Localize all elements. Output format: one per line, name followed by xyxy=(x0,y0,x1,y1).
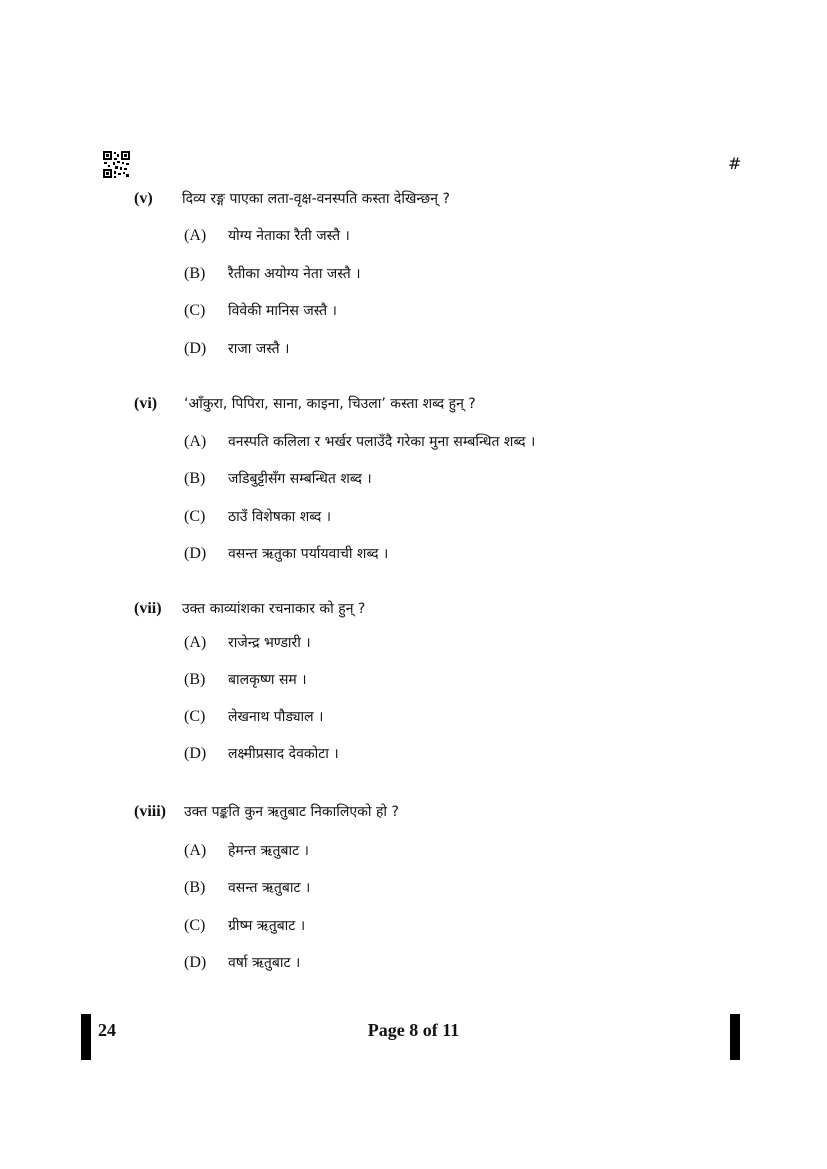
option-key: (A) xyxy=(184,433,207,450)
option-text: वसन्त ऋतुबाट । xyxy=(228,880,311,896)
question-text: ‘आँकुरा, पिपिरा, साना, काइना, चिउला’ कस्ता शब्द हुन् ? xyxy=(184,396,476,412)
question-paper-code: 24 xyxy=(98,1020,116,1040)
option-c xyxy=(184,506,331,528)
question-number: (vii) xyxy=(134,600,162,617)
question-text: दिव्य रङ्ग पाएका लता-वृक्ष-वनस्पति कस्ता देखिन्छन् ? xyxy=(182,191,450,207)
question-vii xyxy=(134,598,794,762)
question-number: (viii) xyxy=(134,803,166,820)
option-b xyxy=(184,877,310,899)
footer-bar-right xyxy=(730,1014,740,1060)
option-d xyxy=(184,543,388,565)
question-text: उक्त पङ्कति कुन ऋतुबाट निकालिएको हो ? xyxy=(184,804,399,820)
question-number: (v) xyxy=(134,190,153,207)
option-a xyxy=(184,840,309,862)
option-a xyxy=(184,225,350,247)
option-key: (B) xyxy=(184,470,206,487)
page-marker: # xyxy=(728,154,742,173)
option-text: वसन्त ऋतुका पर्यायवाची शब्द । xyxy=(228,546,389,562)
option-a xyxy=(184,431,535,453)
option-key: (C) xyxy=(184,708,206,725)
option-text: लेखनाथ पौड्याल । xyxy=(228,709,324,725)
question-vi xyxy=(134,393,794,562)
option-text: ग्रीष्म ऋतुबाट । xyxy=(228,918,306,934)
option-text: लक्ष्मीप्रसाद देवकोटा । xyxy=(228,746,339,762)
option-c xyxy=(184,915,305,937)
option-text: ठाउँ विशेषका शब्द । xyxy=(228,509,332,525)
option-text: रैतीका अयोग्य नेता जस्तै । xyxy=(228,266,361,282)
option-key: (B) xyxy=(184,671,206,688)
option-key: (A) xyxy=(184,634,207,651)
option-key: (C) xyxy=(184,508,206,525)
option-text: वनस्पति कलिला र भर्खर पलाउँदै गरेका मुना सम्बन्धित शब्द । xyxy=(228,434,536,450)
option-key: (D) xyxy=(184,545,207,562)
option-text: राजा जस्तै । xyxy=(228,341,290,357)
option-text: बालकृष्ण सम । xyxy=(228,672,307,688)
option-d xyxy=(184,952,300,974)
option-text: राजेन्द्र भण्डारी । xyxy=(228,635,311,651)
option-key: (A) xyxy=(184,227,207,244)
option-key: (C) xyxy=(184,917,206,934)
option-key: (B) xyxy=(184,879,206,896)
page-number: Page 8 of 11 xyxy=(367,1020,460,1040)
option-key: (D) xyxy=(184,954,207,971)
question-v xyxy=(134,188,794,357)
option-key: (A) xyxy=(184,842,207,859)
option-b xyxy=(184,669,307,691)
question-text: उक्त काव्यांशका रचनाकार को हुन् ? xyxy=(182,601,366,617)
option-c xyxy=(184,706,323,728)
option-d xyxy=(184,338,289,360)
option-a xyxy=(184,632,311,654)
option-key: (C) xyxy=(184,302,206,319)
option-key: (D) xyxy=(184,745,207,762)
option-key: (B) xyxy=(184,265,206,282)
option-c xyxy=(184,300,337,322)
question-number: (vi) xyxy=(134,395,158,412)
question-viii xyxy=(134,801,794,971)
option-key: (D) xyxy=(184,340,207,357)
option-b xyxy=(184,263,361,285)
option-d xyxy=(184,743,339,765)
qr-code-icon xyxy=(103,151,130,178)
option-text: विवेकी मानिस जस्तै । xyxy=(228,303,337,319)
option-text: हेमन्त ऋतुबाट । xyxy=(228,843,309,859)
option-b xyxy=(184,468,372,490)
option-text: जडिबुट्टीसँग सम्बन्धित शब्द । xyxy=(228,471,372,487)
option-text: योग्य नेताका रैती जस्तै । xyxy=(228,228,350,244)
option-text: वर्षा ऋतुबाट । xyxy=(228,955,301,971)
